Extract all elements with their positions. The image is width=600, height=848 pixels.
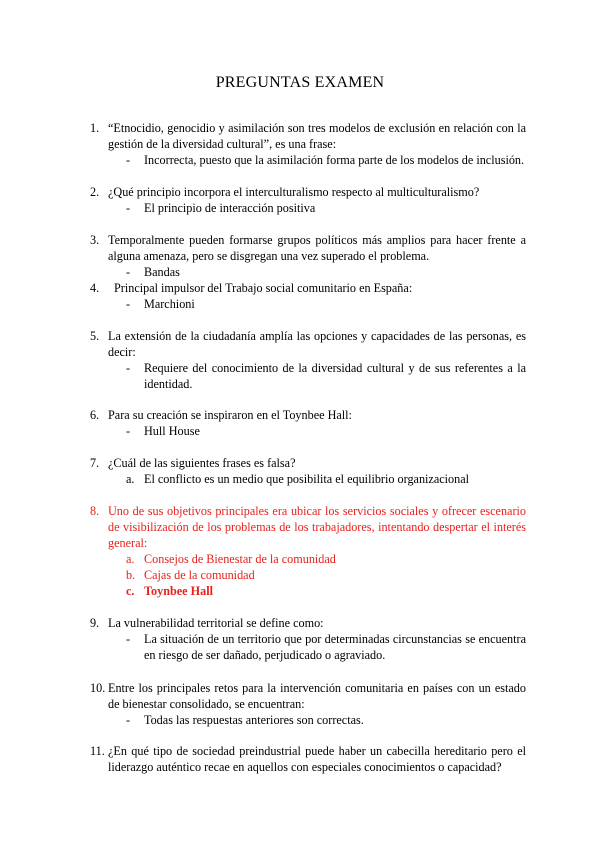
answer — [90, 296, 526, 312]
answer-marker: - — [126, 424, 131, 438]
question-10 — [90, 680, 526, 728]
answer — [90, 631, 526, 663]
answer-marker: a. — [126, 552, 135, 566]
answer-marker: - — [126, 201, 131, 215]
question-text: La extensión de la ciudadanía amplía las opciones y capacidades de las personas, es decir: — [108, 329, 526, 359]
answer-text: Requiere del conocimiento de la diversidad cultural y de sus referentes a la identidad. — [144, 361, 526, 391]
answer — [90, 360, 526, 392]
question-number: 5. — [90, 329, 100, 343]
question-6 — [90, 407, 526, 439]
answer-marker: b. — [126, 568, 136, 582]
page-title: PREGUNTAS EXAMEN — [215, 74, 385, 91]
question-7 — [90, 455, 526, 487]
answer-text: Cajas de la comunidad — [144, 568, 255, 582]
question-text: ¿Cuál de las siguientes frases es falsa? — [108, 456, 296, 470]
question-number: 10. — [90, 681, 106, 695]
question-number: 7. — [90, 456, 100, 470]
question-number: 11. — [90, 744, 105, 758]
question-number: 4. — [90, 281, 100, 295]
answer-text: Incorrecta, puesto que la asimilación forma parte de los modelos de inclusión. — [144, 153, 525, 167]
answer-marker: a. — [126, 472, 135, 486]
answer-option-c — [90, 583, 526, 599]
answer-text: Toynbee Hall — [144, 584, 213, 598]
answer-marker: c. — [126, 584, 135, 598]
question-number: 6. — [90, 408, 100, 422]
answer-text: Hull House — [144, 424, 200, 438]
answer-option-a — [90, 551, 526, 567]
answer-text: El conflicto es un medio que posibilita el equilibrio organizacional — [144, 472, 470, 486]
question-number: 2. — [90, 185, 100, 199]
question-9 — [90, 615, 526, 663]
question-text: Temporalmente pueden formarse grupos políticos más amplios para hacer frente a alguna amenaza, pero se disgregan una vez superado el problema. — [108, 233, 526, 263]
answer-marker: - — [126, 153, 131, 167]
answer-marker: - — [126, 361, 131, 375]
question-text: La vulnerabilidad territorial se define como: — [108, 616, 324, 630]
question-3 — [90, 232, 526, 280]
question-number: 3. — [90, 233, 100, 247]
question-text: Entre los principales retos para la intervención comunitaria en países con un estado de bienestar consolidado, se encuentran: — [108, 681, 526, 711]
question-number: 9. — [90, 616, 100, 630]
question-text: ¿En qué tipo de sociedad preindustrial puede haber un cabecilla hereditario pero el liderazgo auténtico recae en aquellos con especiales conocimientos o capacidad? — [108, 744, 526, 774]
answer-text: Consejos de Bienestar de la comunidad — [144, 552, 336, 566]
question-2 — [90, 184, 526, 216]
question-text: ¿Qué principio incorpora el interculturalismo respecto al multiculturalismo? — [108, 185, 480, 199]
answer-text: La situación de un territorio que por determinadas circunstancias se encuentra en riesgo de ser dañado, perjudicado o agraviado. — [144, 632, 526, 662]
answer — [90, 200, 526, 216]
question-4 — [90, 280, 526, 312]
answer — [90, 264, 526, 280]
answer — [90, 712, 526, 728]
answer-text: Marchioni — [144, 297, 195, 311]
answer-marker: - — [126, 265, 131, 279]
answer-text: El principio de interacción positiva — [144, 201, 316, 215]
answer-text: Bandas — [144, 265, 180, 279]
question-text: Para su creación se inspiraron en el Toynbee Hall: — [108, 408, 352, 422]
question-text: Principal impulsor del Trabajo social comunitario en España: — [114, 281, 413, 295]
answer — [90, 152, 526, 168]
question-1 — [90, 120, 526, 168]
question-text: “Etnocidio, genocidio y asimilación son tres modelos de exclusión en relación con la gestión de la diversidad cultural”, es una frase: — [108, 121, 526, 151]
answer-marker: - — [126, 297, 131, 311]
answer-marker: - — [126, 713, 131, 727]
answer — [90, 471, 526, 487]
answer — [90, 423, 526, 439]
question-number: 1. — [90, 121, 100, 135]
question-5 — [90, 328, 526, 392]
answer-text: Todas las respuestas anteriores son correctas. — [144, 713, 364, 727]
answer-marker: - — [126, 632, 131, 646]
question-text: Uno de sus objetivos principales era ubicar los servicios sociales y ofrecer escenario de visibilización de los problemas de los trabajadores, intentando despertar el interés general: — [108, 504, 526, 550]
question-11 — [90, 743, 526, 775]
question-number: 8. — [90, 504, 100, 518]
answer-option-b — [90, 567, 526, 583]
question-8 — [90, 503, 526, 599]
